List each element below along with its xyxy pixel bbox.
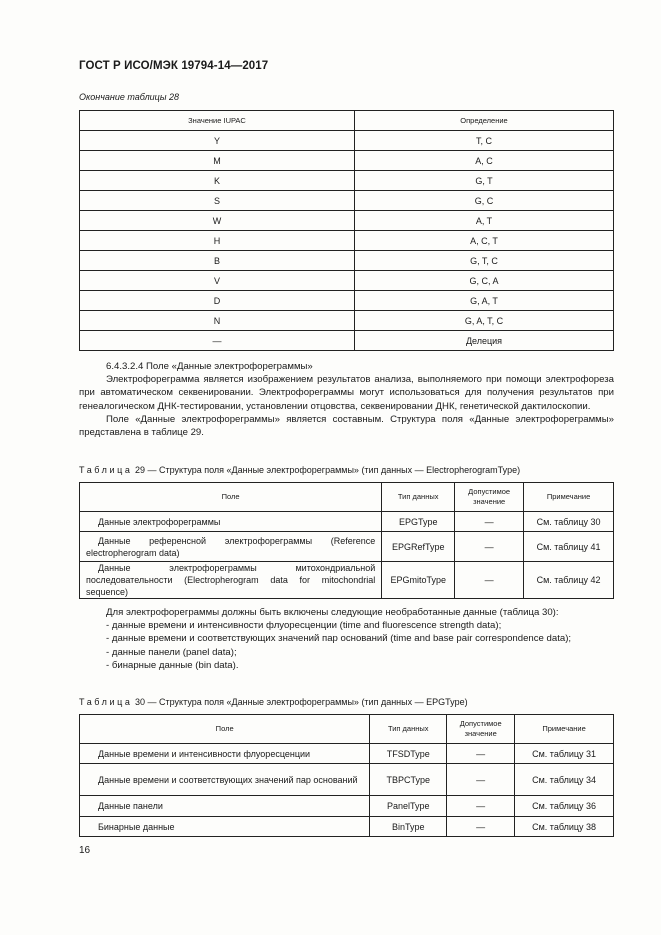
raw-data-list [79, 606, 614, 672]
table-row [80, 512, 614, 532]
table-row [80, 311, 614, 331]
paragraph: Электрофореграмма является изображением результатов анализа, выполняемого при помощи электрофореза при автоматическом секвенировании. Электрофореграммы могут использоваться для получения результатов при генеалогическом ДНК-тестировании, установлении отцовства, секвенировании ДНК, генетической дактилоскопии. [79, 374, 614, 412]
cell-iupac-code: — [80, 331, 355, 351]
caption-label: Таблица [79, 697, 133, 707]
cell-type: PanelType [370, 796, 447, 817]
document-title: ГОСТ Р ИСО/МЭК 19794-14—2017 [79, 60, 269, 72]
cell-definition: G, A, T, C [355, 311, 614, 331]
paragraph: Для электрофореграммы должны быть включены следующие необработанные данные (таблица 30): [106, 607, 559, 618]
table29-caption [79, 465, 520, 475]
cell-note: См. таблицу 30 [524, 512, 614, 532]
cell-field: Данные электрофореграммы [98, 516, 221, 527]
caption-text: 30 — Структура поля «Данные электрофореграммы» (тип данных — EPGType) [135, 697, 468, 707]
table-row [80, 817, 614, 837]
cell-definition: A, C [355, 151, 614, 171]
cell-field: Данные референсной электрофореграммы (Reference electropherogram data) [80, 532, 382, 562]
cell-iupac-code: S [80, 191, 355, 211]
cell-field: Данные времени и соответствующих значений пар оснований [80, 764, 370, 796]
cell-definition: G, C [355, 191, 614, 211]
caption-text: 29 — Структура поля «Данные электрофореграммы» (тип данных — ElectropherogramType) [135, 465, 521, 475]
column-header: Допустимое значение [455, 483, 524, 512]
cell-note: См. таблицу 41 [524, 532, 614, 562]
cell-allowed: — [447, 764, 515, 796]
table-header-row [80, 715, 614, 744]
table-header-row [80, 111, 614, 131]
table-row [80, 131, 614, 151]
cell-iupac-code: B [80, 251, 355, 271]
table-row [80, 291, 614, 311]
cell-allowed: — [447, 744, 515, 764]
table-row [80, 271, 614, 291]
cell-type: TBPCType [370, 764, 447, 796]
table-row [80, 251, 614, 271]
column-header: Примечание [524, 483, 614, 512]
column-header: Поле [80, 483, 382, 512]
cell-type: EPGmitoType [382, 562, 455, 599]
cell-field: Данные времени и интенсивности флуоресценции [80, 744, 370, 764]
list-item: - данные времени и соответствующих значений пар оснований (time and base pair correspondence data); [106, 633, 572, 645]
list-item: - данные панели (panel data); [106, 646, 237, 658]
cell-field: Бинарные данные [80, 817, 370, 837]
cell-definition: Делеция [355, 331, 614, 351]
column-header: Значение IUPAC [80, 111, 355, 131]
cell-iupac-code: D [80, 291, 355, 311]
table-header-row [80, 483, 614, 512]
cell-field: Данные панели [80, 796, 370, 817]
cell-definition: G, C, A [355, 271, 614, 291]
cell-note: См. таблицу 36 [515, 796, 614, 817]
table-row [80, 744, 614, 764]
cell-iupac-code: K [80, 171, 355, 191]
paragraph: Поле «Данные электрофореграммы» является составным. Структура поля «Данные электрофореграммы» представлена в таблице 29. [79, 413, 614, 439]
page-number: 16 [79, 845, 91, 856]
table-29 [79, 482, 614, 599]
cell-definition: G, T, C [355, 251, 614, 271]
column-header: Допустимое значение [447, 715, 515, 744]
table-row [80, 231, 614, 251]
cell-field: Данные электрофореграммы митохондриальной последовательности (Electropherogram data for mitochondrial sequence) [80, 562, 382, 599]
list-item: - бинарные данные (bin data). [106, 659, 239, 671]
column-header: Тип данных [382, 483, 455, 512]
section-6-4-3-2-4 [79, 360, 614, 439]
cell-allowed: — [455, 512, 524, 532]
table-row [80, 532, 614, 562]
table-30 [79, 714, 614, 837]
cell-definition: G, T [355, 171, 614, 191]
cell-definition: A, T [355, 211, 614, 231]
cell-iupac-code: H [80, 231, 355, 251]
column-header: Определение [355, 111, 614, 131]
cell-note: См. таблицу 34 [515, 764, 614, 796]
table28-caption: Окончание таблицы 28 [79, 92, 179, 102]
table-28 [79, 110, 614, 351]
table-row [80, 562, 614, 599]
cell-iupac-code: Y [80, 131, 355, 151]
cell-note: См. таблицу 38 [515, 817, 614, 837]
cell-definition: A, C, T [355, 231, 614, 251]
cell-iupac-code: M [80, 151, 355, 171]
table-row [80, 211, 614, 231]
list-item: - данные времени и интенсивности флуоресценции (time and fluorescence strength data); [106, 620, 502, 632]
cell-iupac-code: N [80, 311, 355, 331]
column-header: Примечание [515, 715, 614, 744]
cell-definition: T, C [355, 131, 614, 151]
cell-allowed: — [447, 817, 515, 837]
cell-note: См. таблицу 31 [515, 744, 614, 764]
cell-allowed: — [447, 796, 515, 817]
table-row [80, 764, 614, 796]
table-row [80, 191, 614, 211]
column-header: Тип данных [370, 715, 447, 744]
table-row [80, 331, 614, 351]
caption-label: Таблица [79, 465, 133, 475]
table30-caption [79, 697, 468, 707]
cell-allowed: — [455, 532, 524, 562]
cell-note: См. таблицу 42 [524, 562, 614, 599]
cell-type: EPGRefType [382, 532, 455, 562]
cell-type: TFSDType [370, 744, 447, 764]
column-header: Поле [80, 715, 370, 744]
table-row [80, 171, 614, 191]
cell-type: EPGType [382, 512, 455, 532]
section-heading: 6.4.3.2.4 Поле «Данные электрофореграммы» [106, 361, 313, 372]
cell-definition: G, A, T [355, 291, 614, 311]
cell-iupac-code: V [80, 271, 355, 291]
table-row [80, 151, 614, 171]
cell-allowed: — [455, 562, 524, 599]
table-row [80, 796, 614, 817]
cell-iupac-code: W [80, 211, 355, 231]
cell-type: BinType [370, 817, 447, 837]
